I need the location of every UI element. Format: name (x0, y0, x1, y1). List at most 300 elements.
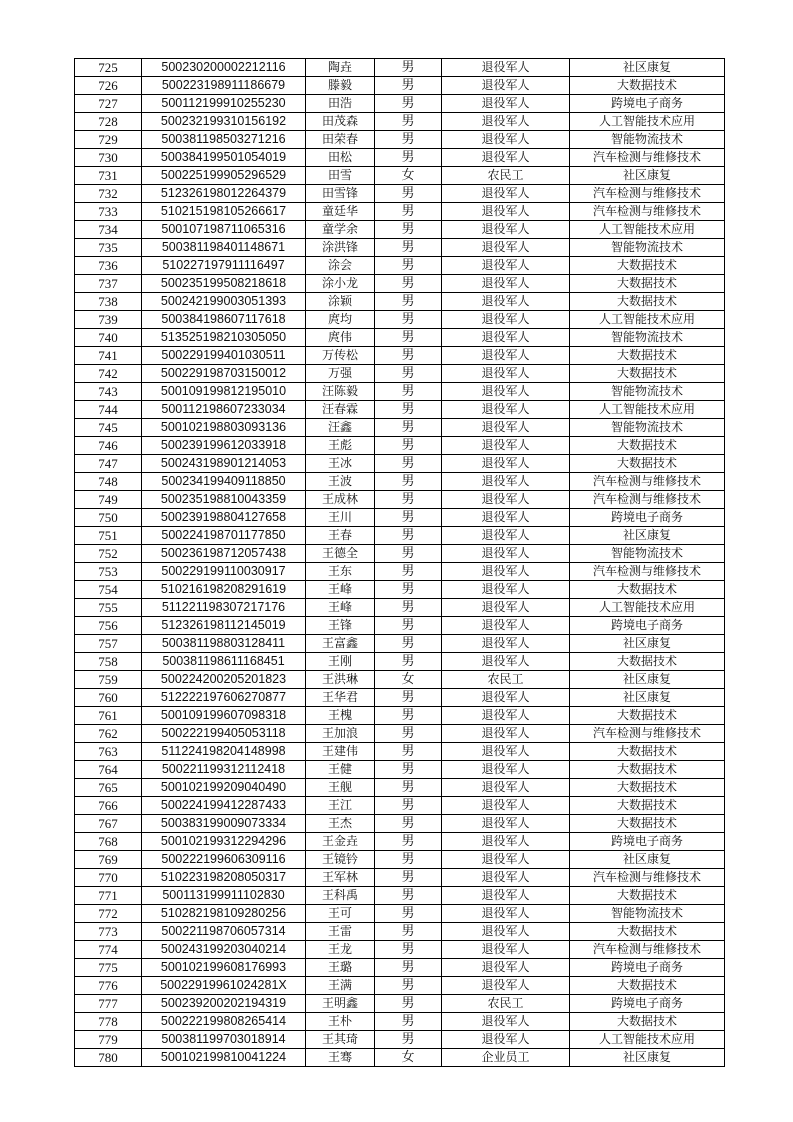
cell-training-major: 社区康复 (570, 1049, 725, 1067)
cell-gender: 男 (375, 347, 442, 365)
cell-serial-number: 759 (75, 671, 142, 689)
cell-name: 王洪琳 (306, 671, 375, 689)
table-row (75, 707, 725, 725)
cell-gender: 男 (375, 707, 442, 725)
table-row (75, 581, 725, 599)
cell-person-category: 退役军人 (442, 149, 570, 167)
cell-id-number: 510282198109280256 (142, 905, 306, 923)
cell-serial-number: 730 (75, 149, 142, 167)
cell-serial-number: 741 (75, 347, 142, 365)
cell-gender: 女 (375, 671, 442, 689)
cell-person-category: 农民工 (442, 167, 570, 185)
cell-training-major: 大数据技术 (570, 761, 725, 779)
cell-serial-number: 751 (75, 527, 142, 545)
cell-training-major: 跨境电子商务 (570, 995, 725, 1013)
table-row (75, 347, 725, 365)
cell-gender: 男 (375, 203, 442, 221)
cell-name: 王满 (306, 977, 375, 995)
cell-id-number: 500239199612033918 (142, 437, 306, 455)
table-row (75, 509, 725, 527)
cell-person-category: 退役军人 (442, 635, 570, 653)
cell-name: 王杰 (306, 815, 375, 833)
cell-id-number: 500113199911102830 (142, 887, 306, 905)
cell-serial-number: 770 (75, 869, 142, 887)
cell-training-major: 大数据技术 (570, 815, 725, 833)
cell-id-number: 500243199203040214 (142, 941, 306, 959)
cell-training-major: 汽车检测与维修技术 (570, 869, 725, 887)
cell-gender: 男 (375, 905, 442, 923)
cell-id-number: 500224200205201823 (142, 671, 306, 689)
table-row (75, 1031, 725, 1049)
table-row (75, 365, 725, 383)
cell-serial-number: 733 (75, 203, 142, 221)
cell-id-number: 50022919961024281X (142, 977, 306, 995)
cell-training-major: 社区康复 (570, 689, 725, 707)
cell-id-number: 500223198911186679 (142, 77, 306, 95)
cell-serial-number: 742 (75, 365, 142, 383)
cell-id-number: 500235199508218618 (142, 275, 306, 293)
cell-person-category: 退役军人 (442, 1013, 570, 1031)
cell-training-major: 大数据技术 (570, 293, 725, 311)
cell-serial-number: 735 (75, 239, 142, 257)
cell-person-category: 退役军人 (442, 563, 570, 581)
table-row (75, 59, 725, 77)
cell-serial-number: 771 (75, 887, 142, 905)
cell-person-category: 退役军人 (442, 491, 570, 509)
cell-name: 王东 (306, 563, 375, 581)
cell-id-number: 512326198012264379 (142, 185, 306, 203)
cell-id-number: 500102198803093136 (142, 419, 306, 437)
cell-serial-number: 745 (75, 419, 142, 437)
cell-person-category: 退役军人 (442, 743, 570, 761)
cell-person-category: 企业员工 (442, 1049, 570, 1067)
cell-serial-number: 731 (75, 167, 142, 185)
cell-person-category: 退役军人 (442, 617, 570, 635)
cell-training-major: 智能物流技术 (570, 545, 725, 563)
cell-training-major: 智能物流技术 (570, 329, 725, 347)
cell-gender: 男 (375, 185, 442, 203)
cell-training-major: 汽车检测与维修技术 (570, 149, 725, 167)
cell-id-number: 500112199910255230 (142, 95, 306, 113)
cell-person-category: 退役军人 (442, 329, 570, 347)
cell-training-major: 跨境电子商务 (570, 509, 725, 527)
cell-name: 庹均 (306, 311, 375, 329)
cell-person-category: 退役军人 (442, 833, 570, 851)
table-row (75, 653, 725, 671)
cell-training-major: 智能物流技术 (570, 905, 725, 923)
cell-training-major: 汽车检测与维修技术 (570, 473, 725, 491)
cell-training-major: 大数据技术 (570, 653, 725, 671)
cell-serial-number: 776 (75, 977, 142, 995)
cell-gender: 男 (375, 455, 442, 473)
cell-name: 田荣春 (306, 131, 375, 149)
cell-serial-number: 744 (75, 401, 142, 419)
cell-gender: 男 (375, 509, 442, 527)
cell-training-major: 大数据技术 (570, 581, 725, 599)
cell-gender: 男 (375, 419, 442, 437)
cell-serial-number: 755 (75, 599, 142, 617)
cell-serial-number: 780 (75, 1049, 142, 1067)
table-row (75, 329, 725, 347)
cell-serial-number: 757 (75, 635, 142, 653)
cell-gender: 男 (375, 401, 442, 419)
cell-id-number: 500225199905296529 (142, 167, 306, 185)
cell-training-major: 社区康复 (570, 851, 725, 869)
cell-name: 汪鑫 (306, 419, 375, 437)
cell-gender: 女 (375, 1049, 442, 1067)
table-row (75, 185, 725, 203)
cell-serial-number: 763 (75, 743, 142, 761)
cell-name: 陶垚 (306, 59, 375, 77)
cell-serial-number: 754 (75, 581, 142, 599)
cell-training-major: 跨境电子商务 (570, 617, 725, 635)
cell-person-category: 退役军人 (442, 239, 570, 257)
cell-training-major: 大数据技术 (570, 77, 725, 95)
cell-person-category: 退役军人 (442, 185, 570, 203)
cell-person-category: 退役军人 (442, 113, 570, 131)
cell-person-category: 退役军人 (442, 959, 570, 977)
cell-training-major: 智能物流技术 (570, 383, 725, 401)
table-row (75, 545, 725, 563)
cell-name: 王军林 (306, 869, 375, 887)
cell-training-major: 社区康复 (570, 167, 725, 185)
cell-name: 王可 (306, 905, 375, 923)
cell-training-major: 社区康复 (570, 635, 725, 653)
cell-person-category: 退役军人 (442, 437, 570, 455)
cell-person-category: 退役军人 (442, 1031, 570, 1049)
cell-gender: 男 (375, 1031, 442, 1049)
cell-gender: 男 (375, 365, 442, 383)
table-row (75, 599, 725, 617)
table-row (75, 455, 725, 473)
cell-gender: 男 (375, 815, 442, 833)
cell-gender: 男 (375, 851, 442, 869)
cell-gender: 男 (375, 761, 442, 779)
table-row (75, 401, 725, 419)
cell-name: 王雷 (306, 923, 375, 941)
cell-name: 王骞 (306, 1049, 375, 1067)
cell-gender: 男 (375, 887, 442, 905)
cell-serial-number: 764 (75, 761, 142, 779)
cell-training-major: 社区康复 (570, 59, 725, 77)
table-row (75, 869, 725, 887)
cell-name: 王舰 (306, 779, 375, 797)
cell-name: 王加浪 (306, 725, 375, 743)
table-row (75, 1049, 725, 1067)
cell-id-number: 512326198112145019 (142, 617, 306, 635)
cell-id-number: 511224198204148998 (142, 743, 306, 761)
table-row (75, 113, 725, 131)
cell-id-number: 500243198901214053 (142, 455, 306, 473)
cell-id-number: 500102199810041224 (142, 1049, 306, 1067)
cell-training-major: 大数据技术 (570, 797, 725, 815)
cell-person-category: 退役军人 (442, 131, 570, 149)
cell-id-number: 500234199409118850 (142, 473, 306, 491)
cell-gender: 男 (375, 383, 442, 401)
cell-training-major: 大数据技术 (570, 923, 725, 941)
cell-training-major: 大数据技术 (570, 257, 725, 275)
cell-person-category: 退役军人 (442, 59, 570, 77)
cell-serial-number: 750 (75, 509, 142, 527)
cell-person-category: 退役军人 (442, 509, 570, 527)
cell-serial-number: 738 (75, 293, 142, 311)
cell-serial-number: 756 (75, 617, 142, 635)
cell-gender: 男 (375, 689, 442, 707)
cell-serial-number: 748 (75, 473, 142, 491)
cell-name: 王峰 (306, 599, 375, 617)
cell-id-number: 500229199401030511 (142, 347, 306, 365)
cell-training-major: 大数据技术 (570, 455, 725, 473)
cell-id-number: 500221199312112418 (142, 761, 306, 779)
table-row (75, 905, 725, 923)
cell-gender: 男 (375, 149, 442, 167)
cell-id-number: 512222197606270877 (142, 689, 306, 707)
cell-name: 万强 (306, 365, 375, 383)
cell-training-major: 汽车检测与维修技术 (570, 725, 725, 743)
table-row (75, 779, 725, 797)
cell-serial-number: 734 (75, 221, 142, 239)
cell-id-number: 510216198208291619 (142, 581, 306, 599)
table-row (75, 437, 725, 455)
cell-gender: 男 (375, 275, 442, 293)
cell-person-category: 农民工 (442, 671, 570, 689)
cell-serial-number: 740 (75, 329, 142, 347)
cell-name: 王其琦 (306, 1031, 375, 1049)
cell-training-major: 大数据技术 (570, 347, 725, 365)
cell-person-category: 退役军人 (442, 293, 570, 311)
cell-id-number: 500384198607117618 (142, 311, 306, 329)
cell-gender: 男 (375, 725, 442, 743)
cell-id-number: 500230200002212116 (142, 59, 306, 77)
cell-person-category: 退役军人 (442, 779, 570, 797)
cell-person-category: 退役军人 (442, 257, 570, 275)
cell-name: 王建伟 (306, 743, 375, 761)
cell-name: 王川 (306, 509, 375, 527)
cell-person-category: 退役军人 (442, 275, 570, 293)
cell-name: 涂小龙 (306, 275, 375, 293)
cell-training-major: 大数据技术 (570, 1013, 725, 1031)
cell-person-category: 退役军人 (442, 419, 570, 437)
cell-training-major: 人工智能技术应用 (570, 113, 725, 131)
cell-serial-number: 739 (75, 311, 142, 329)
cell-gender: 男 (375, 617, 442, 635)
table-row (75, 203, 725, 221)
table-row (75, 473, 725, 491)
table-row (75, 959, 725, 977)
cell-id-number: 500222199808265414 (142, 1013, 306, 1031)
cell-person-category: 退役军人 (442, 545, 570, 563)
table-row (75, 797, 725, 815)
cell-gender: 男 (375, 959, 442, 977)
cell-gender: 男 (375, 923, 442, 941)
cell-training-major: 人工智能技术应用 (570, 599, 725, 617)
cell-id-number: 500102199608176993 (142, 959, 306, 977)
cell-person-category: 退役军人 (442, 95, 570, 113)
table-row (75, 671, 725, 689)
table-row (75, 563, 725, 581)
cell-serial-number: 762 (75, 725, 142, 743)
cell-id-number: 500112198607233034 (142, 401, 306, 419)
cell-gender: 女 (375, 167, 442, 185)
cell-person-category: 退役军人 (442, 941, 570, 959)
table-row (75, 77, 725, 95)
roster-table-body (75, 59, 725, 1067)
cell-name: 王槐 (306, 707, 375, 725)
cell-person-category: 退役军人 (442, 455, 570, 473)
table-row (75, 383, 725, 401)
cell-training-major: 人工智能技术应用 (570, 221, 725, 239)
cell-serial-number: 766 (75, 797, 142, 815)
cell-person-category: 退役军人 (442, 797, 570, 815)
cell-serial-number: 746 (75, 437, 142, 455)
cell-person-category: 退役军人 (442, 977, 570, 995)
cell-name: 田雪 (306, 167, 375, 185)
cell-id-number: 511221198307217176 (142, 599, 306, 617)
cell-serial-number: 725 (75, 59, 142, 77)
cell-person-category: 退役军人 (442, 383, 570, 401)
cell-gender: 男 (375, 977, 442, 995)
cell-training-major: 人工智能技术应用 (570, 311, 725, 329)
cell-serial-number: 732 (75, 185, 142, 203)
cell-training-major: 大数据技术 (570, 437, 725, 455)
cell-gender: 男 (375, 743, 442, 761)
cell-serial-number: 736 (75, 257, 142, 275)
cell-name: 王峰 (306, 581, 375, 599)
cell-gender: 男 (375, 437, 442, 455)
cell-id-number: 500229199110030917 (142, 563, 306, 581)
table-row (75, 221, 725, 239)
cell-gender: 男 (375, 635, 442, 653)
cell-serial-number: 761 (75, 707, 142, 725)
cell-training-major: 大数据技术 (570, 743, 725, 761)
cell-name: 田浩 (306, 95, 375, 113)
cell-training-major: 汽车检测与维修技术 (570, 941, 725, 959)
cell-serial-number: 768 (75, 833, 142, 851)
cell-id-number: 500221198706057314 (142, 923, 306, 941)
cell-serial-number: 743 (75, 383, 142, 401)
cell-id-number: 500102199312294296 (142, 833, 306, 851)
cell-gender: 男 (375, 581, 442, 599)
cell-person-category: 退役军人 (442, 473, 570, 491)
cell-serial-number: 767 (75, 815, 142, 833)
cell-training-major: 人工智能技术应用 (570, 1031, 725, 1049)
table-row (75, 689, 725, 707)
cell-training-major: 跨境电子商务 (570, 833, 725, 851)
cell-training-major: 智能物流技术 (570, 419, 725, 437)
cell-gender: 男 (375, 869, 442, 887)
cell-name: 王明鑫 (306, 995, 375, 1013)
cell-name: 万传松 (306, 347, 375, 365)
cell-id-number: 500384199501054019 (142, 149, 306, 167)
cell-gender: 男 (375, 491, 442, 509)
cell-person-category: 退役军人 (442, 653, 570, 671)
cell-name: 王璐 (306, 959, 375, 977)
cell-id-number: 500102199209040490 (142, 779, 306, 797)
cell-id-number: 500109199607098318 (142, 707, 306, 725)
cell-training-major: 汽车检测与维修技术 (570, 563, 725, 581)
table-row (75, 491, 725, 509)
cell-gender: 男 (375, 131, 442, 149)
table-row (75, 977, 725, 995)
cell-name: 汪春霖 (306, 401, 375, 419)
cell-id-number: 500222199606309116 (142, 851, 306, 869)
cell-serial-number: 753 (75, 563, 142, 581)
cell-gender: 男 (375, 311, 442, 329)
cell-gender: 男 (375, 95, 442, 113)
cell-training-major: 大数据技术 (570, 365, 725, 383)
cell-training-major: 汽车检测与维修技术 (570, 185, 725, 203)
cell-gender: 男 (375, 527, 442, 545)
table-row (75, 995, 725, 1013)
cell-person-category: 退役军人 (442, 77, 570, 95)
cell-gender: 男 (375, 113, 442, 131)
cell-gender: 男 (375, 563, 442, 581)
cell-id-number: 500239200202194319 (142, 995, 306, 1013)
cell-name: 田雪锋 (306, 185, 375, 203)
table-row (75, 257, 725, 275)
table-row (75, 131, 725, 149)
table-row (75, 149, 725, 167)
cell-person-category: 退役军人 (442, 599, 570, 617)
cell-serial-number: 737 (75, 275, 142, 293)
cell-gender: 男 (375, 59, 442, 77)
cell-serial-number: 726 (75, 77, 142, 95)
cell-id-number: 500381199703018914 (142, 1031, 306, 1049)
cell-serial-number: 778 (75, 1013, 142, 1031)
cell-serial-number: 773 (75, 923, 142, 941)
cell-training-major: 跨境电子商务 (570, 95, 725, 113)
cell-training-major: 大数据技术 (570, 779, 725, 797)
cell-id-number: 500381198401148671 (142, 239, 306, 257)
cell-name: 庹伟 (306, 329, 375, 347)
cell-name: 涂会 (306, 257, 375, 275)
cell-serial-number: 727 (75, 95, 142, 113)
cell-id-number: 500236198712057438 (142, 545, 306, 563)
cell-id-number: 500381198611168451 (142, 653, 306, 671)
cell-gender: 男 (375, 77, 442, 95)
cell-id-number: 510227197911116497 (142, 257, 306, 275)
cell-gender: 男 (375, 1013, 442, 1031)
cell-gender: 男 (375, 941, 442, 959)
cell-name: 滕毅 (306, 77, 375, 95)
cell-name: 汪陈毅 (306, 383, 375, 401)
cell-serial-number: 749 (75, 491, 142, 509)
table-row (75, 725, 725, 743)
cell-person-category: 退役军人 (442, 401, 570, 419)
cell-training-major: 大数据技术 (570, 977, 725, 995)
cell-name: 王成林 (306, 491, 375, 509)
cell-name: 田茂森 (306, 113, 375, 131)
cell-name: 王江 (306, 797, 375, 815)
cell-training-major: 人工智能技术应用 (570, 401, 725, 419)
table-row (75, 635, 725, 653)
cell-name: 王金垚 (306, 833, 375, 851)
cell-serial-number: 772 (75, 905, 142, 923)
cell-name: 王刚 (306, 653, 375, 671)
cell-gender: 男 (375, 779, 442, 797)
cell-gender: 男 (375, 329, 442, 347)
cell-id-number: 500381198503271216 (142, 131, 306, 149)
table-row (75, 419, 725, 437)
cell-person-category: 退役军人 (442, 905, 570, 923)
cell-id-number: 513525198210305050 (142, 329, 306, 347)
cell-training-major: 社区康复 (570, 527, 725, 545)
cell-training-major: 大数据技术 (570, 707, 725, 725)
cell-name: 王科禹 (306, 887, 375, 905)
cell-name: 王富鑫 (306, 635, 375, 653)
cell-id-number: 500224198701177850 (142, 527, 306, 545)
table-row (75, 851, 725, 869)
